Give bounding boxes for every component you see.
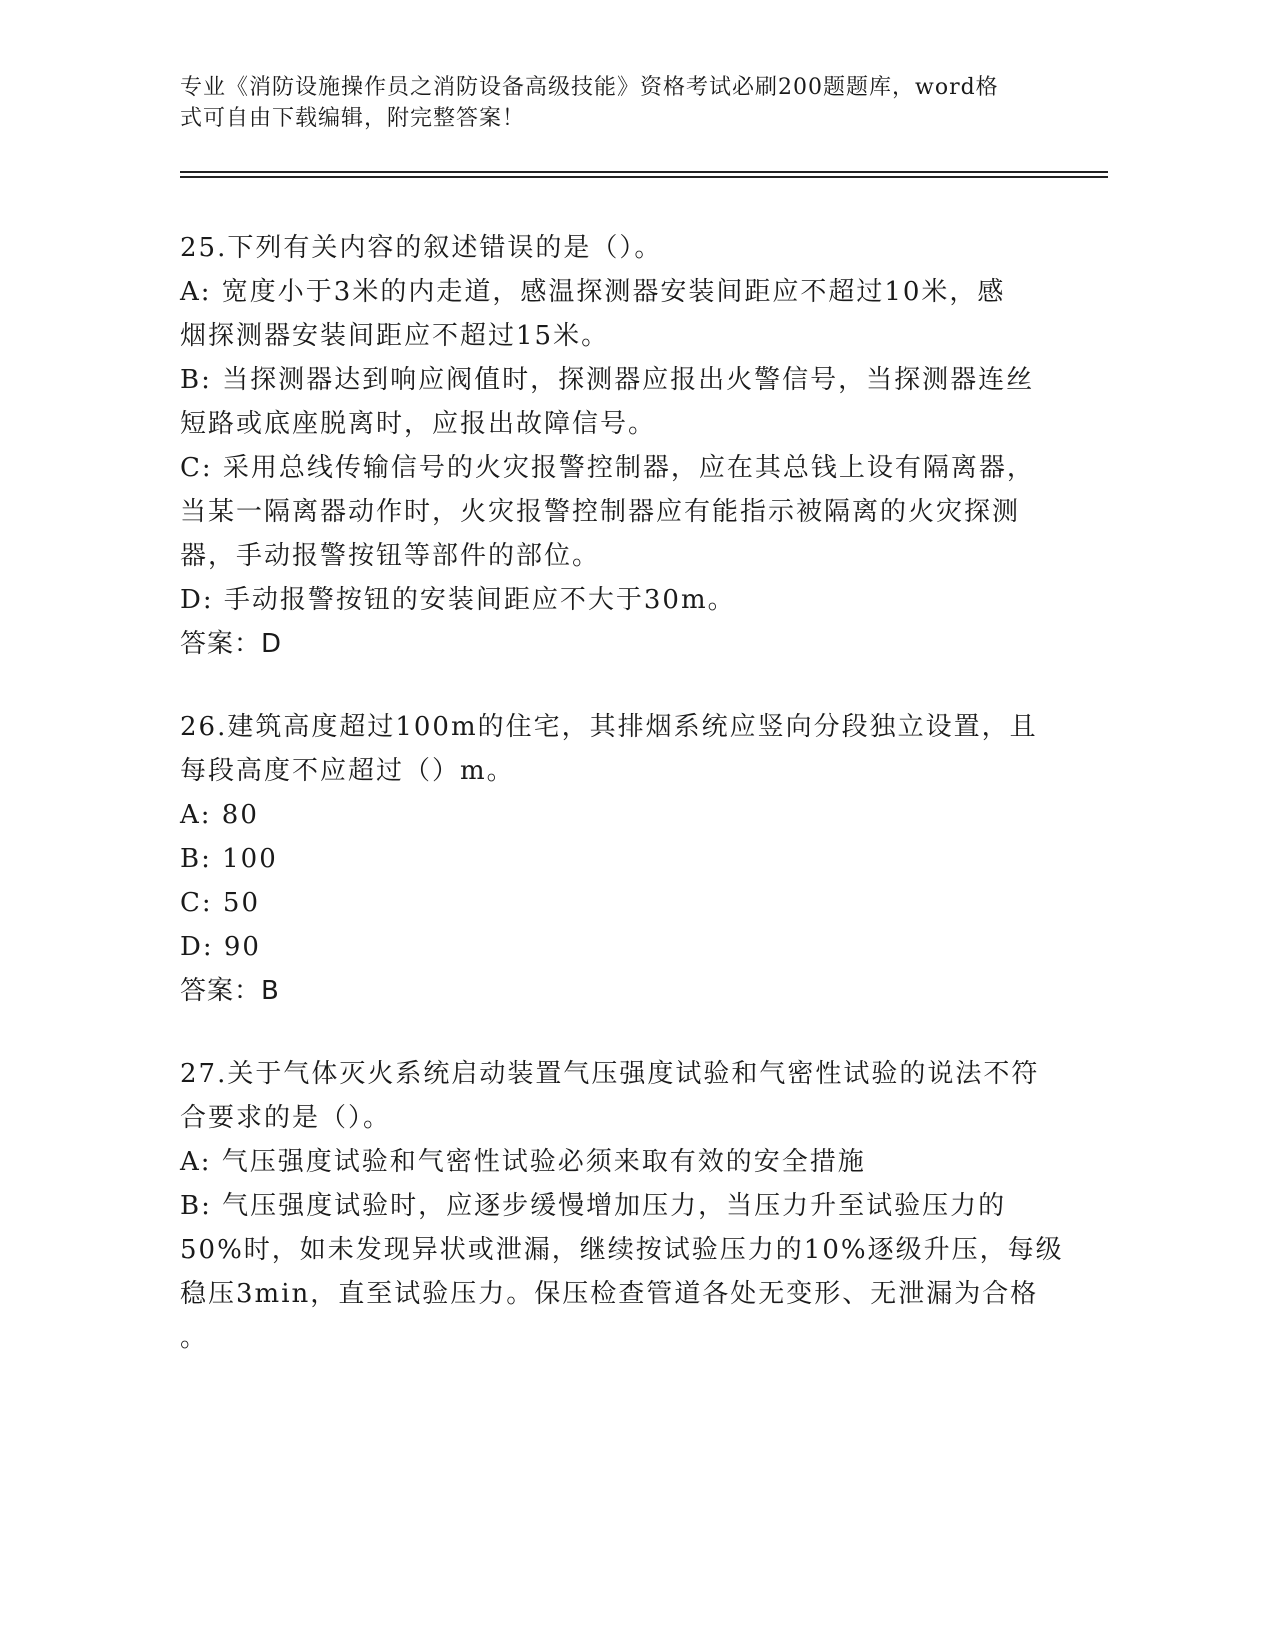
option-d: D: 手动报警按钮的安装间距应不大于30m。: [180, 585, 736, 615]
header-line-1: 专业《消防设施操作员之消防设备高级技能》资格考试必刷200题题库，word格: [180, 75, 999, 100]
option-b: B: 当探测器达到响应阀值时，探测器应报出火警信号，当探测器连丝: [180, 365, 1035, 395]
option-a-continued: 烟探测器安装间距应不超过15米。: [180, 321, 610, 351]
option-b: B: 气压强度试验时，应逐步缓慢增加压力，当压力升至试验压力的: [180, 1191, 1007, 1221]
option-c-continued: 器，手动报警按钮等部件的部位。: [180, 541, 601, 571]
document-header: [180, 72, 1030, 134]
header-line-2: 式可自由下载编辑，附完整答案！: [180, 106, 526, 131]
header-divider-bottom: [180, 176, 1108, 178]
question-stem: 25.下列有关内容的叙述错误的是（）。: [180, 233, 663, 263]
option-b: B: 100: [180, 844, 278, 874]
answer-key: 答案：B: [180, 976, 280, 1006]
option-a: A: 宽度小于3米的内走道，感温探测器安装间距应不超过10米，感: [180, 277, 1006, 307]
question-stem: 27.关于气体灭火系统启动装置气压强度试验和气密性试验的说法不符: [180, 1059, 1040, 1089]
option-b-continued: 短路或底座脱离时，应报出故障信号。: [180, 409, 657, 439]
option-b-continued: 50%时，如未发现异状或泄漏，继续按试验压力的10%逐级升压，每级: [180, 1235, 1064, 1265]
option-a: A: 气压强度试验和气密性试验必须来取有效的安全措施: [180, 1147, 866, 1177]
question-stem-continued: 合要求的是（）。: [180, 1103, 392, 1133]
option-a: A: 80: [180, 800, 259, 830]
question-27: [180, 1052, 1064, 1360]
option-c-continued: 当某一隔离器动作时，火灾报警控制器应有能指示被隔离的火灾探测: [180, 497, 1021, 527]
option-b-continued: 稳压3min，直至试验压力。保压检查管道各处无变形、无泄漏为合格: [180, 1279, 1039, 1309]
option-c: C: 50: [180, 888, 261, 918]
header-divider-top: [180, 171, 1108, 173]
question-26: [180, 705, 1040, 1013]
answer-key: 答案：D: [180, 629, 283, 659]
question-stem: 26.建筑高度超过100m的住宅，其排烟系统应竖向分段独立设置，且: [180, 712, 1038, 742]
question-stem-continued: 每段高度不应超过（）m。: [180, 756, 515, 786]
question-25: [180, 226, 1040, 666]
option-b-continued: 。: [180, 1323, 209, 1353]
option-d: D: 90: [180, 932, 261, 962]
option-c: C: 采用总线传输信号的火灾报警控制器，应在其总钱上设有隔离器，: [180, 453, 1035, 483]
